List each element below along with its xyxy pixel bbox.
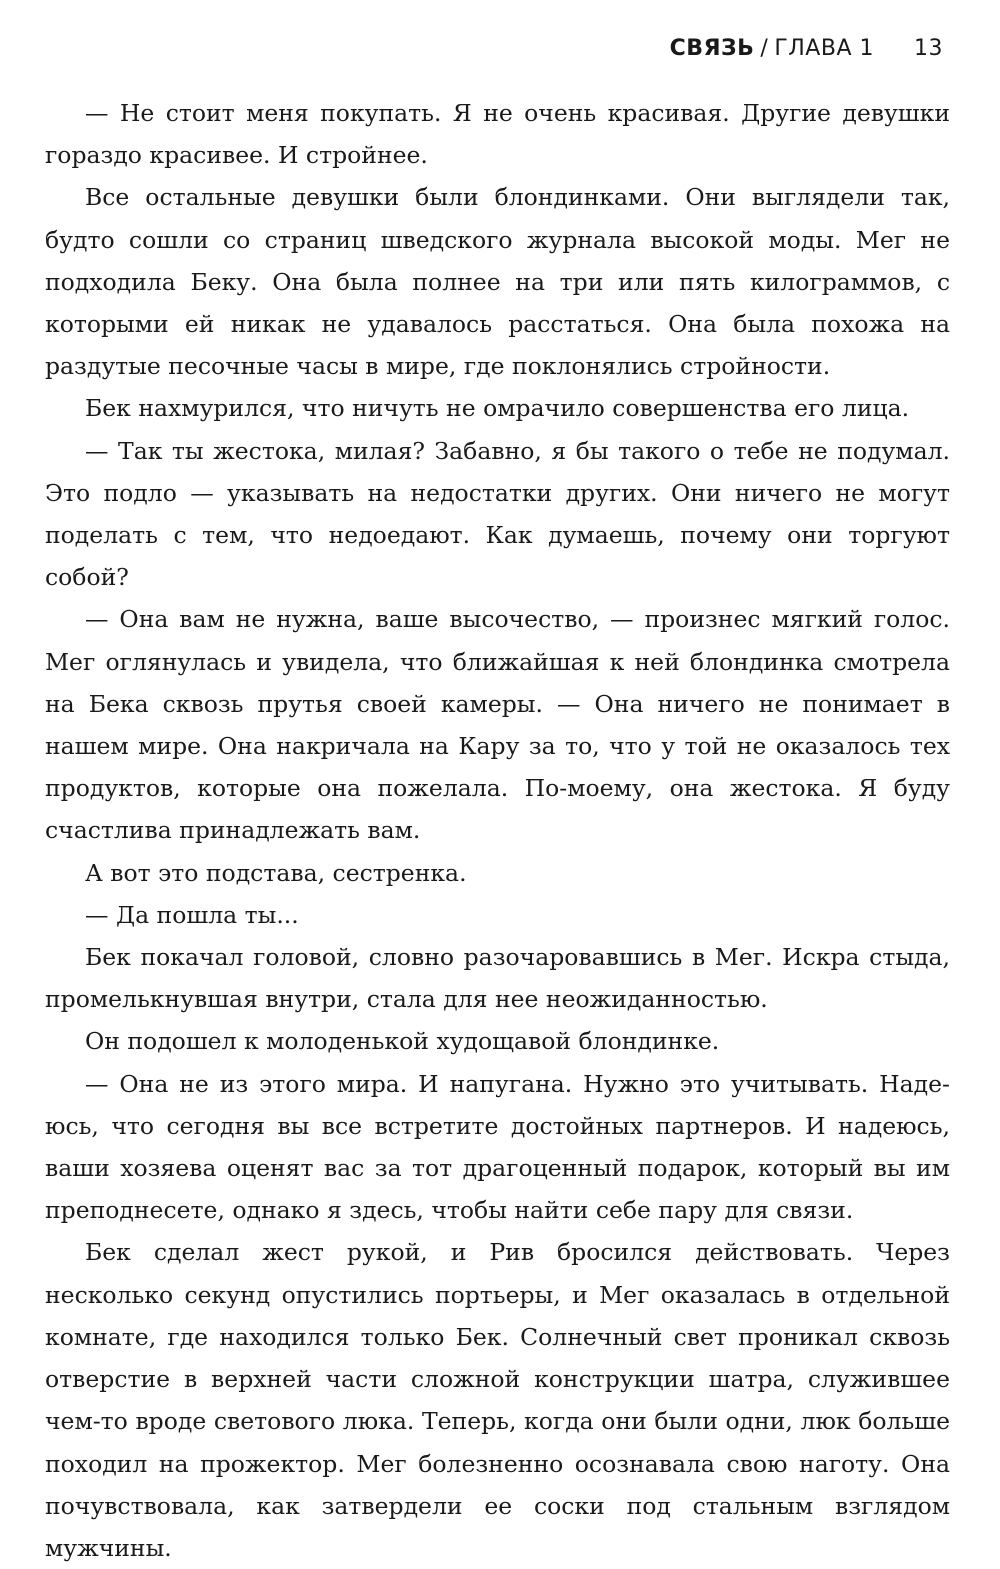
paragraph: А вот это подстава, сестренка.	[85, 858, 467, 887]
paragraph: — Она не из этого мира. И напугана. Нужно это учитывать. Надеюсь, что сегодня вы все встретите достойных партнеров. И надеюсь, ваши хозяева оценят вас за тот драгоценный подарок, который вы им преподнесете, однако я здесь, чтобы найти себе пару для связи.	[45, 1069, 950, 1225]
paragraph: — Так ты жестока, милая? Забавно, я бы такого о тебе не подумал. Это подло — указывать на недостатки других. Они ничего не могут поделать с тем, что недоедают. Как думаешь, почему они торгуют собой?	[45, 436, 950, 592]
paragraph: Он подошел к молоденькой худощавой блондинке.	[85, 1027, 720, 1056]
book-title: СВЯЗЬ	[669, 36, 755, 61]
running-header	[670, 36, 943, 61]
paragraph: Бек покачал головой, словно разочаровавшись в Мег. Искра стыда, промелькнувшая внутри, стала для нее неожиданностью.	[45, 943, 950, 1014]
paragraph: Бек нахмурился, что ничуть не омрачило совершенства его лица.	[85, 394, 910, 423]
paragraph: Бек сделал жест рукой, и Рив бросился действовать. Через несколько секунд опустились портьеры, и Мег оказалась в отдельной комнате, где находился только Бек. Солнечный свет проникал сквозь отверстие в верхней части сложной конструкции шатра, служившее чем-то вроде светового люка. Теперь, когда они были одни, люк больше походил на прожектор. Мег болезненно осознавала свою наготу. Она почувствовала, как затвердели ее соски под стальным взглядом мужчины.	[45, 1238, 950, 1562]
body-text	[45, 92, 950, 1569]
paragraph: — Не стоит меня покупать. Я не очень красивая. Другие девушки гораздо красивее. И стройнее.	[45, 99, 950, 170]
chapter-label: ГЛАВА 1	[774, 36, 874, 61]
paragraph: — Она вам не нужна, ваше высочество, — произнес мягкий голос. Мег оглянулась и увидела, что ближайшая к ней блондинка смотрела на Бека сквозь прутья своей камеры. — Она ничего не понимает в нашем мире. Она накричала на Кару за то, что у той не оказалось тех продуктов, которые она пожелала. По-моему, она жестока. Я буду счастлива принадлежать вам.	[45, 605, 950, 845]
header-separator: /	[760, 36, 769, 61]
paragraph: Все остальные девушки были блондинками. Они выглядели так, будто сошли со страниц шведского журнала высокой моды. Мег не подходила Беку. Она была полнее на три или пять килограммов, с которыми ей никак не удавалось расстаться. Она была похожа на раздутые песочные часы в мире, где поклонялись стройности.	[45, 183, 950, 381]
page-number: 13	[914, 36, 943, 61]
paragraph: — Да пошла ты...	[85, 900, 299, 929]
